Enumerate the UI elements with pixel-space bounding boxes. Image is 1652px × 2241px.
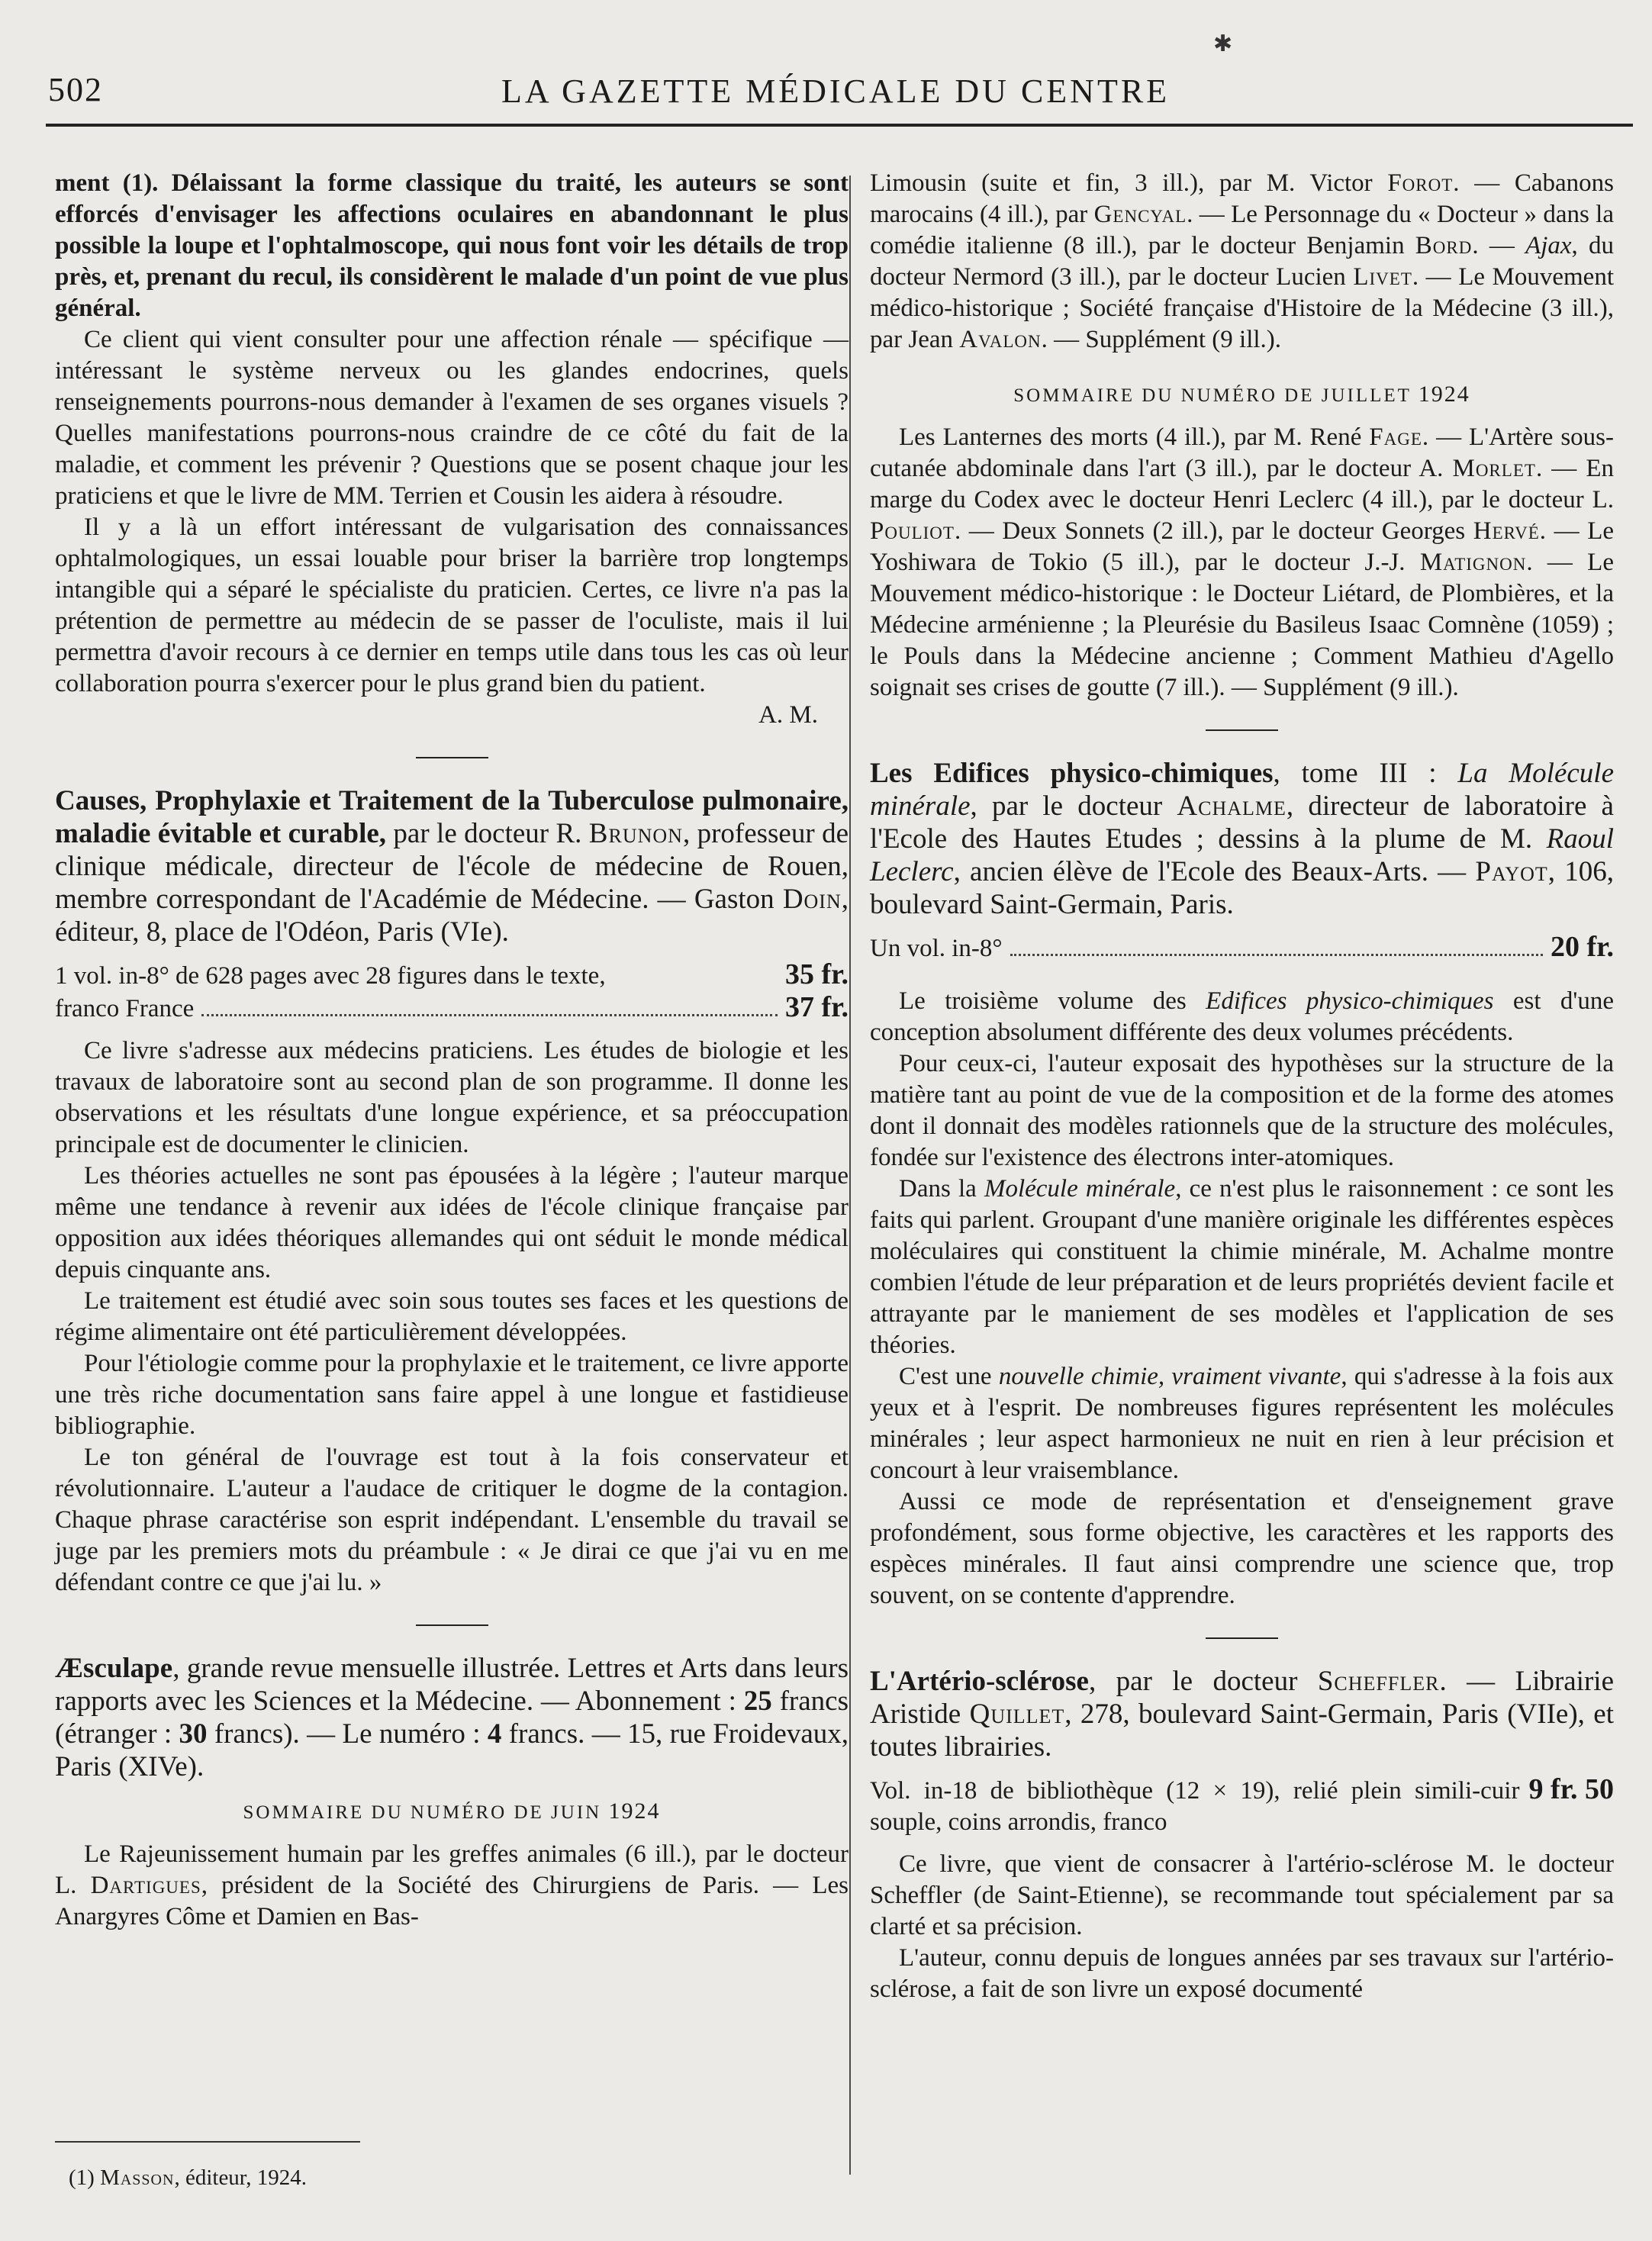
book-subtitle: La Molécule minérale [870,758,1614,822]
summary-text: , président de la Société des Chirurgiens de Paris. — Les Anargyres Côme et Damien en Bas- [55,1872,849,1930]
summary-text: . — Cabanons marocains (4 ill.), par [870,169,1614,228]
journal-description: , grande revue mensuelle illustrée. Lettres et Arts dans leurs rapports avec les Sciences et la Médecine. — Abonnement : [55,1653,849,1717]
dot-leader [201,1014,778,1016]
book-author: Achalme [1177,790,1286,822]
price: 30 [179,1718,208,1750]
book-title: L'Artério-sclérose [870,1666,1089,1697]
review-continuation-text: ment (1). Délaissant la forme classique du traité, les auteurs se sont efforcés d'envisager les affections oculaires en abandonnant le plus possible la loupe et l'ophtalmoscope, qui nous font voir les détails de trop près, et, prenant du recul, ils considèrent le malade d'un point de vue plus général. [55,169,849,322]
review-paragraph: Le traitement est étudié avec soin sous toutes ses faces et les questions de régime alimentaire ont été particulièrement développées. [55,1287,849,1346]
review-italic: nouvelle chimie, vraiment vivante [998,1363,1341,1390]
review-paragraph: Il y a là un effort intéressant de vulgarisation des connaissances ophtalmologiques, un essai louable pour briser la barrière trop longtemps intangible qui a séparé le spécialiste du praticien. Certes, ce livre n'a pas la prétention de permettre au médecin de se passer de l'oculiste, mais il lui permettra d'avoir recours à ce dernier en temps utile dans tous les cas où leur collaboration pourra s'exercer pour le plus grand bien du patient. [55,514,849,697]
footnote-text: , éditeur, 1924. [174,2165,308,2190]
review-paragraph: Les théories actuelles ne sont pas épousées à la légère ; l'auteur marque même une tendance à revenir aux idées de l'école clinique française par opposition aux idées théoriques allemandes qui ont séduit le monde médical depuis cinquante ans. [55,1162,849,1283]
review-italic: Molécule minérale [984,1175,1176,1203]
header-rule [46,124,1633,127]
summary-author: Avalon [959,326,1042,353]
book-address: , 278, boulevard Saint-Germain, Paris (VIIe), et toutes librairies. [870,1698,1615,1763]
price-line [870,1774,1614,1838]
summary-year: 1924 [1418,382,1470,407]
review-text: est d'une conception absolument différente des deux volumes précédents. [870,987,1614,1046]
summary-author: Bord [1415,232,1473,259]
volume-info: Un vol. in-8° [870,935,1003,962]
left-column [55,168,849,1933]
summary-text: . — En marge du Codex avec le docteur Henri Leclerc (4 ill.), par le docteur L. [870,455,1614,514]
summary-author: Matignon [1419,549,1527,576]
column-divider [849,175,851,2175]
summary-heading [55,1795,849,1828]
summary-author: Dartigues [90,1872,201,1899]
summary-text: . — L'Artère sous-cutanée abdominale dans l'art (3 ill.), par le docteur A. [870,423,1614,482]
price-line [55,992,849,1025]
book-description: , ancien élève de l'Ecole des Beaux-Arts. — [953,856,1476,887]
book-publisher: Doin [782,884,842,915]
review-paragraph: Aussi ce mode de représentation et d'enseignement grave profondément, sous forme objective, les caractères et les rapports des espèces minérales. Il faut ainsi comprendre une science que, trop souvent, on se contente d'apprendre. [870,1488,1614,1609]
section-divider [416,757,488,758]
review-paragraph: Ce livre s'adresse aux médecins praticiens. Les études de biologie et les travaux de laboratoire sont au second plan de son programme. Il donne les observations et les résultats d'une longue expérience, et sa préoccupation principale est de documenter le clinicien. [55,1037,849,1158]
book-address: , 106, boulevard Saint-Germain, Paris. [870,856,1614,920]
summary-author: Forot [1387,169,1454,197]
review-text: , ce n'est plus le raisonnement : ce sont les faits qui parlent. Groupant d'une manière originale les différentes espèces moléculaires qui constituent la chimie minérale, M. Achalme montre combien l'étude de leur préparation et de leurs propriétés devient facile et attrayante par le maniement de ses modèles et l'application de ses théories. [870,1175,1614,1359]
review-paragraph: Pour l'étiologie comme pour la prophylaxie et le traitement, ce livre apporte une très riche documentation sans faire appel à une longue et fastidieuse bibliographie. [55,1350,849,1440]
journal-description: francs). — Le numéro : [207,1718,488,1750]
book-description: , professeur de clinique médicale, directeur de l'école de médecine de Rouen, membre correspondant de l'Académie de Médecine. — Gaston [55,818,849,915]
page-number: 502 [48,71,103,108]
price: 37 fr. [784,991,849,1023]
journal-title: LA GAZETTE MÉDICALE DU CENTRE [501,72,1171,110]
summary-author: Fage [1369,423,1422,451]
right-column [870,168,1614,2005]
review-text: Dans la [899,1175,984,1203]
summary-text: Les Lanternes des morts (4 ill.), par M. René [899,423,1370,451]
review-paragraph [870,1361,1614,1486]
book-entry-header [55,784,849,948]
book-entry-header [870,1665,1614,1763]
summary-author: Hervé [1473,517,1540,545]
review-paragraph: Ce client qui vient consulter pour une affection rénale — spécifique — intéressant le système nerveux ou les glandes endocrines, quels renseignements pourrons-nous demander à l'examen de ses organes visuels ? Quelles manifestations pourrons-nous craindre de ce côté du fait de la maladie, et comment les prévenir ? Questions que se posent chaque jour les praticiens et que le livre de MM. Terrien et Cousin les aidera à résoudre. [55,326,849,510]
section-divider [1206,729,1278,731]
summary-text: . — Deux Sonnets (2 ill.), par le docteur Georges [954,517,1473,545]
page-header [42,63,1629,116]
journal-description: francs (étranger : [55,1686,849,1750]
review-italic: Edifices physico-chimiques [1206,987,1494,1015]
summary-author: Pouliot [870,517,955,545]
summary-text: , du docteur Nermord (3 ill.), par le docteur Lucien [870,232,1615,291]
book-author: Scheffler [1317,1666,1440,1697]
book-illustrator: Raoul Leclerc [870,823,1614,887]
summary-text: . — Le Yoshiwara de Tokio (5 ill.), par le docteur J.-J. [870,517,1614,576]
summary-text: . — Supplément (9 ill.). [1041,326,1282,353]
book-publisher: Quillet [969,1698,1065,1730]
summary-label: SOMMAIRE DU NUMÉRO DE JUIN [243,1802,602,1823]
summary-author: Livet [1353,263,1412,291]
summary-text: . — [1472,232,1526,259]
journal-description: francs. — 15, rue Froidevaux, Paris (XIVe). [55,1718,849,1782]
review-text: Le troisième volume des [899,987,1206,1015]
franco-label: franco France [55,995,195,1022]
review-paragraph [870,986,1614,1048]
header-ornament: ✱ [1213,31,1233,56]
book-description: , par le docteur [970,790,1177,822]
summary-label: SOMMAIRE DU NUMÉRO DE JUILLET [1013,385,1412,406]
book-title: Les Edifices physico-chimiques [870,758,1274,789]
section-divider [416,1624,488,1626]
price-line [870,932,1614,964]
book-address: , éditeur, 8, place de l'Odéon, Paris (VIe). [55,884,849,948]
volume-info: Vol. in-18 de bibliothèque (12 × 19), relié plein simili-cuir souple, coins arrondis, franco [870,1777,1520,1836]
summary-text: . — Le Personnage du « Docteur » dans la comédie italienne (8 ill.), par le docteur Benjamin [870,201,1614,259]
journal-name: Æsculape [55,1653,173,1684]
book-description: , directeur de laboratoire à l'Ecole des Hautes Etudes ; dessins à la plume de M. [870,790,1614,855]
price: 4 [487,1718,502,1750]
section-divider [1206,1637,1278,1639]
summary-continuation [870,168,1614,356]
summary-italic-title: Ajax [1525,232,1572,259]
price: 20 fr. [1550,931,1614,963]
footnote [69,2165,307,2191]
price: 25 [743,1686,772,1717]
summary-text: . — Le Mouvement médico-historique ; Société française d'Histoire de la Médecine (3 ill.), par Jean [870,263,1614,353]
review-paragraph: Pour ceux-ci, l'auteur exposait des hypothèses sur la structure de la matière tant au point de vue de la composition et de la forme des atomes dont il donnait des modèles rationnels que de la structure des molécules, fondée sur l'existence des électrons inter-atomiques. [870,1050,1614,1171]
review-paragraph: Ce livre, que vient de consacrer à l'artério-sclérose M. le docteur Scheffler (de Saint-Etienne), se recommande tout spécialement par sa clarté et sa précision. [870,1850,1614,1940]
book-description: . — Librairie Aristide [870,1666,1614,1730]
footnote-marker: (1) [69,2165,101,2190]
book-description: , par le docteur [1088,1666,1318,1697]
review-paragraph: Le ton général de l'ouvrage est tout à la fois conservateur et révolutionnaire. L'auteur a l'audace de critiquer le dogme de la contagion. Chaque phrase caractérise son esprit indépendant. L'ensemble du travail se juge par les premiers mots du préambule : « Je dirai ce que j'ai vu en me défendant contre ce que j'ai lu. » [55,1444,849,1596]
book-entry-header [870,757,1614,921]
review-signature: A. M. [758,701,818,729]
book-description: , tome III : [1273,758,1458,789]
summary-author: Gencyal [1093,201,1187,228]
summary-paragraph [870,422,1614,704]
review-paragraph: L'auteur, connu depuis de longues années par ses travaux sur l'artério-sclérose, a fait de son livre un exposé documenté [870,1944,1614,2003]
book-byline: par le docteur R. [386,818,589,849]
review-text: C'est une [899,1363,999,1390]
summary-text: Limousin (suite et fin, 3 ill.), par M. Victor [870,169,1388,197]
footnote-publisher: Masson [100,2165,175,2190]
review-paragraph [55,168,849,324]
summary-year: 1924 [608,1798,661,1824]
book-title: Causes, Prophylaxie et Traitement de la Tuberculose pulmonaire, maladie évitable et curable, [55,785,849,849]
summary-text: . — Le Mouvement médico-historique : le Docteur Liétard, de Plombières, et la Médecine arménienne ; la Pleurésie du Basileus Isaac Comnène (1059) ; le Pouls dans la Médecine ancienne ; Comment Mathieu d'Agello soignait ses crises de goutte (7 ill.). — Supplément (9 ill.). [870,549,1614,701]
summary-paragraph [55,1839,849,1933]
summary-author: Morlet [1452,455,1536,482]
book-publisher: Payot [1475,856,1548,887]
summary-heading [870,378,1614,411]
dot-leader [1010,954,1543,956]
review-text: , qui s'adresse à la fois aux yeux et à l'esprit. De nombreuses figures représentent les molécules minérales ; leur aspect harmonieux ne nuit en rien à leur précision et concourt à leur vraisemblance. [870,1363,1614,1484]
price: 35 fr. [784,958,849,990]
price-line [55,959,849,992]
review-paragraph [870,1174,1614,1361]
footnote-rule [55,2141,360,2143]
book-author: Brunon [588,818,683,849]
journal-entry-header [55,1652,849,1783]
volume-info: 1 vol. in-8° de 628 pages avec 28 figures dans le texte, [55,962,606,990]
price: 9 fr. 50 [1528,1773,1614,1805]
summary-text: Le Rajeunissement humain par les greffes animales (6 ill.), par le docteur L. [55,1840,849,1899]
